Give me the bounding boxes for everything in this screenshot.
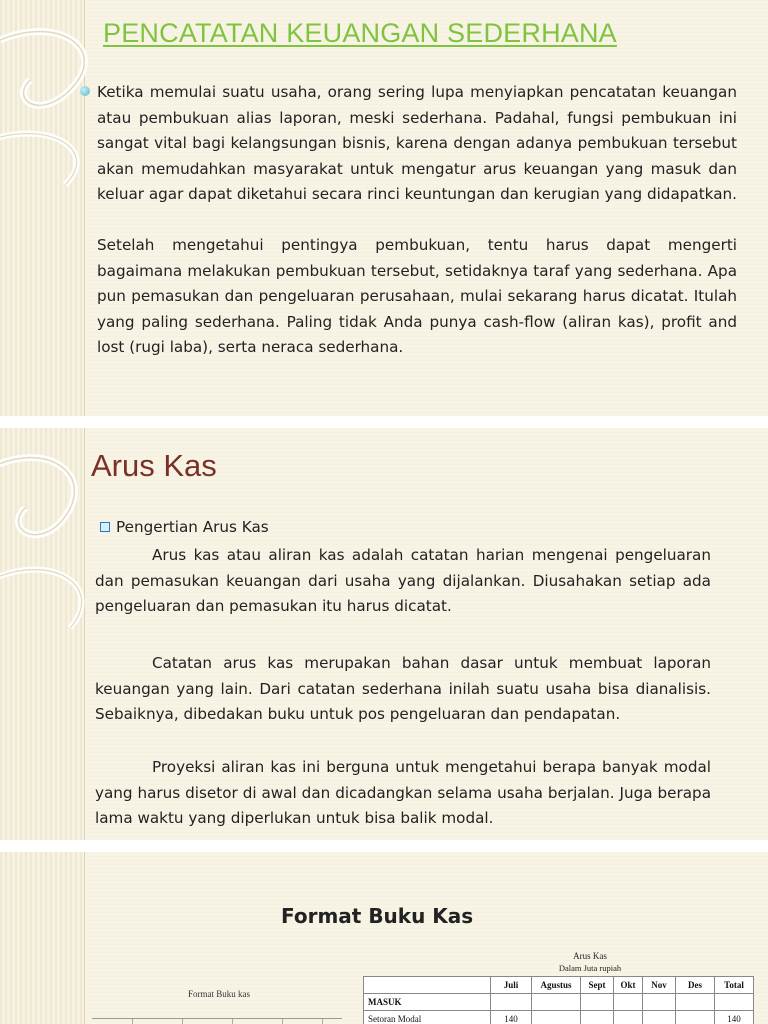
table-row: [364, 994, 754, 1011]
checkbox-bullet-icon: [100, 522, 110, 532]
subheading: Pengertian Arus Kas: [116, 518, 269, 536]
table-cell: 140: [715, 1011, 754, 1024]
column-header: Nov: [643, 977, 676, 994]
bullet-item: [100, 518, 269, 536]
cash-table: [363, 976, 754, 1024]
slide-title: Arus Kas: [91, 448, 217, 483]
column-header: [364, 977, 491, 994]
column-header: Agustus: [532, 977, 581, 994]
table-cell: MASUK: [364, 994, 491, 1011]
table-thumbnail: [92, 1018, 342, 1024]
paragraph: Arus kas atau aliran kas adalah catatan harian mengenai pengeluaran dan pemasukan keuangan dari usaha yang dijalankan. Diusahakan setiap ada pengeluaran dan pemasukan itu harus dicatat.: [95, 546, 711, 616]
slide-3: [0, 852, 768, 1024]
table-title: Arus Kas: [573, 951, 607, 961]
column-header: Okt: [614, 977, 643, 994]
paragraph: Catatan arus kas merupakan bahan dasar untuk membuat laporan keuangan yang lain. Dari catatan sederhana inilah suatu usaha bisa dianalisis. Sebaiknya, dibedakan buku untuk pos pengeluaran dan pendapatan.: [95, 654, 711, 724]
column-header: Total: [715, 977, 754, 994]
table-cell: 140: [491, 1011, 532, 1024]
table-cell: Setoran Modal: [364, 1011, 491, 1024]
slide-title: PENCATATAN KEUANGAN SEDERHANA: [103, 18, 617, 48]
paragraph: Proyeksi aliran kas ini berguna untuk mengetahui berapa banyak modal yang harus disetor di awal dan dicadangkan selama usaha berjalan. Juga berapa lama waktu yang diperlukan untuk bisa balik modal.: [95, 758, 711, 828]
image-caption: Format Buku kas: [188, 989, 250, 999]
table-row: [364, 1011, 754, 1024]
table-subtitle: Dalam Juta rupiah: [558, 963, 622, 973]
slide-title: Format Buku Kas: [281, 904, 474, 928]
column-header: Sept: [581, 977, 614, 994]
column-header: Des: [676, 977, 715, 994]
slide-1: [0, 0, 768, 416]
table-header-row: [364, 977, 754, 994]
slide-2: [0, 428, 768, 840]
column-header: Juli: [491, 977, 532, 994]
paragraph: Ketika memulai suatu usaha, orang sering lupa menyiapkan pencatatan keuangan atau pembukuan alias laporan, meski sederhana. Padahal, fungsi pembukuan ini sangat vital bagi kelangsungan bisnis, karena dengan adanya pembukuan tersebut akan memudahkan masyarakat untuk mengatur arus keuangan yang masuk dan keluar agar dapat diketahui secara rinci keuntungan dan kerugian yang didapatkan.: [97, 83, 737, 204]
bullet-icon: [80, 86, 90, 96]
paragraph: Setelah mengetahui pentingya pembukuan, tentu harus dapat mengerti bagaimana melakukan pembukuan tersebut, setidaknya taraf yang sederhana. Apa pun pemasukan dan pengeluaran perusahaan, mulai sekarang harus dicatat. Itulah yang paling sederhana. Paling tidak Anda punya cash-flow (aliran kas), profit and lost (rugi laba), serta neraca sederhana.: [97, 236, 737, 357]
